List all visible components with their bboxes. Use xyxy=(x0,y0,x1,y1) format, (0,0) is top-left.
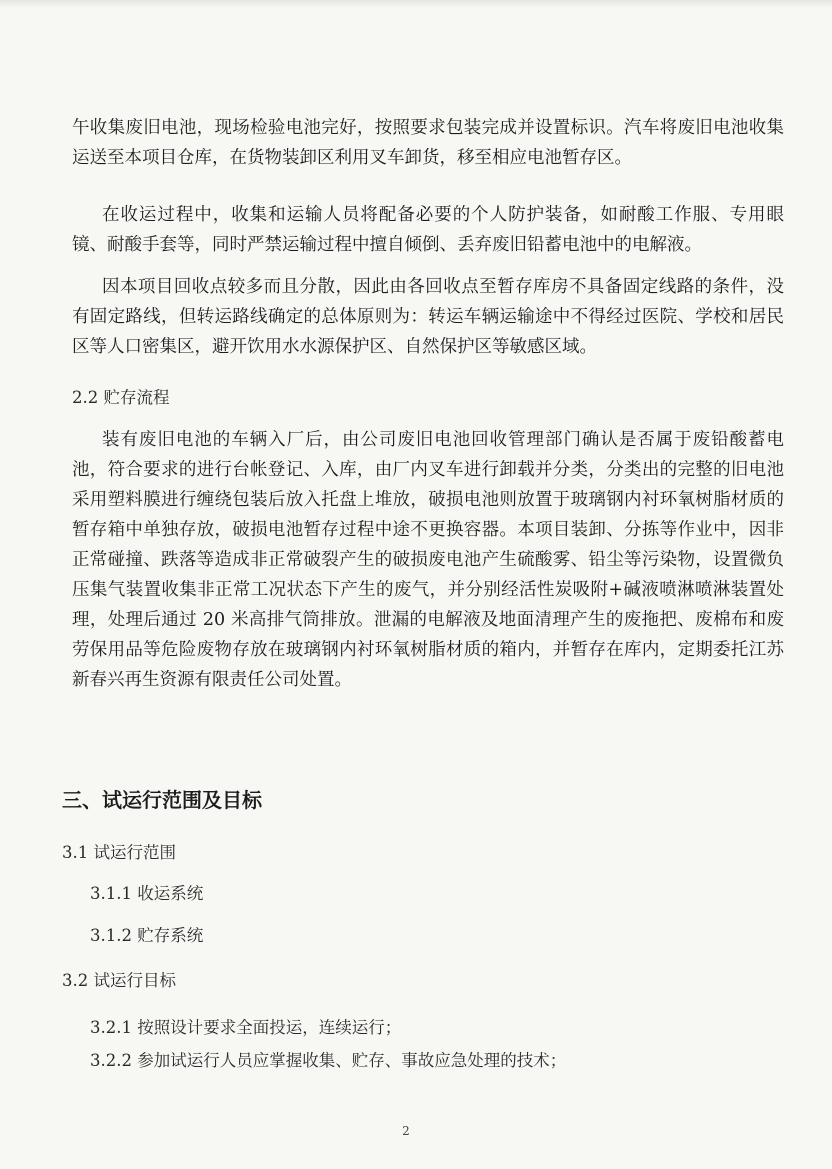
section-3-2-2-item: 3.2.2 参加试运行人员应掌握收集、贮存、事故应急处理的技术； xyxy=(90,1051,567,1070)
section-3-2-1-item: 3.2.1 按照设计要求全面投运，连续运行； xyxy=(90,1018,402,1037)
scan-edge-shadow xyxy=(0,0,832,8)
section-2-2-title: 2.2 贮存流程 xyxy=(72,388,170,407)
page-number: 2 xyxy=(402,1124,410,1138)
section-3-1-title: 3.1 试运行范围 xyxy=(62,843,176,862)
section-3-2-title: 3.2 试运行目标 xyxy=(62,971,176,990)
section-3-1-2-item: 3.1.2 贮存系统 xyxy=(90,926,204,945)
paragraph-transport-route: 因本项目回收点较多而且分散，因此由各回收点至暂存库房不具备固定线路的条件，没有固定路线，但转运路线确定的总体原则为：转运车辆运输途中不得经过医院、学校和居民区等人口密集区，避开饮用水水源保护区、自然保护区等敏感区域。 xyxy=(72,277,784,357)
section-3-heading: 三、试运行范围及目标 xyxy=(62,788,262,812)
paragraph-collection-transport: 午收集废旧电池，现场检验电池完好，按照要求包装完成并设置标识。汽车将废旧电池收集运送至本项目仓库，在货物装卸区利用叉车卸货，移至相应电池暂存区。 xyxy=(72,118,784,168)
section-3-1-1-item: 3.1.1 收运系统 xyxy=(90,884,204,903)
paragraph-protective-equipment: 在收运过程中，收集和运输人员将配备必要的个人防护装备，如耐酸工作服、专用眼镜、耐酸手套等，同时严禁运输过程中擅自倾倒、丢弃废旧铅蓄电池中的电解液。 xyxy=(72,205,784,255)
paragraph-storage-process: 装有废旧电池的车辆入厂后，由公司废旧电池回收管理部门确认是否属于废铅酸蓄电池，符合要求的进行台帐登记、入库，由厂内叉车进行卸载并分类，分类出的完整的旧电池采用塑料膜进行缠绕包装后放入托盘上堆放，破损电池则放置于玻璃钢内衬环氧树脂材质的暂存箱中单独存放，破损电池暂存过程中途不更换容器。本项目装卸、分拣等作业中，因非正常碰撞、跌落等造成非正常破裂产生的破损废电池产生硫酸雾、铅尘等污染物，设置微负压集气装置收集非正常工况状态下产生的废气，并分别经活性炭吸附+碱液喷淋喷淋装置处理，处理后通过 20 米高排气筒排放。泄漏的电解液及地面清理产生的废拖把、废棉布和废劳保用品等危险废物存放在玻璃钢内衬环氧树脂材质的箱内，并暂存在库内，定期委托江苏新春兴再生资源有限责任公司处置。 xyxy=(72,430,784,690)
